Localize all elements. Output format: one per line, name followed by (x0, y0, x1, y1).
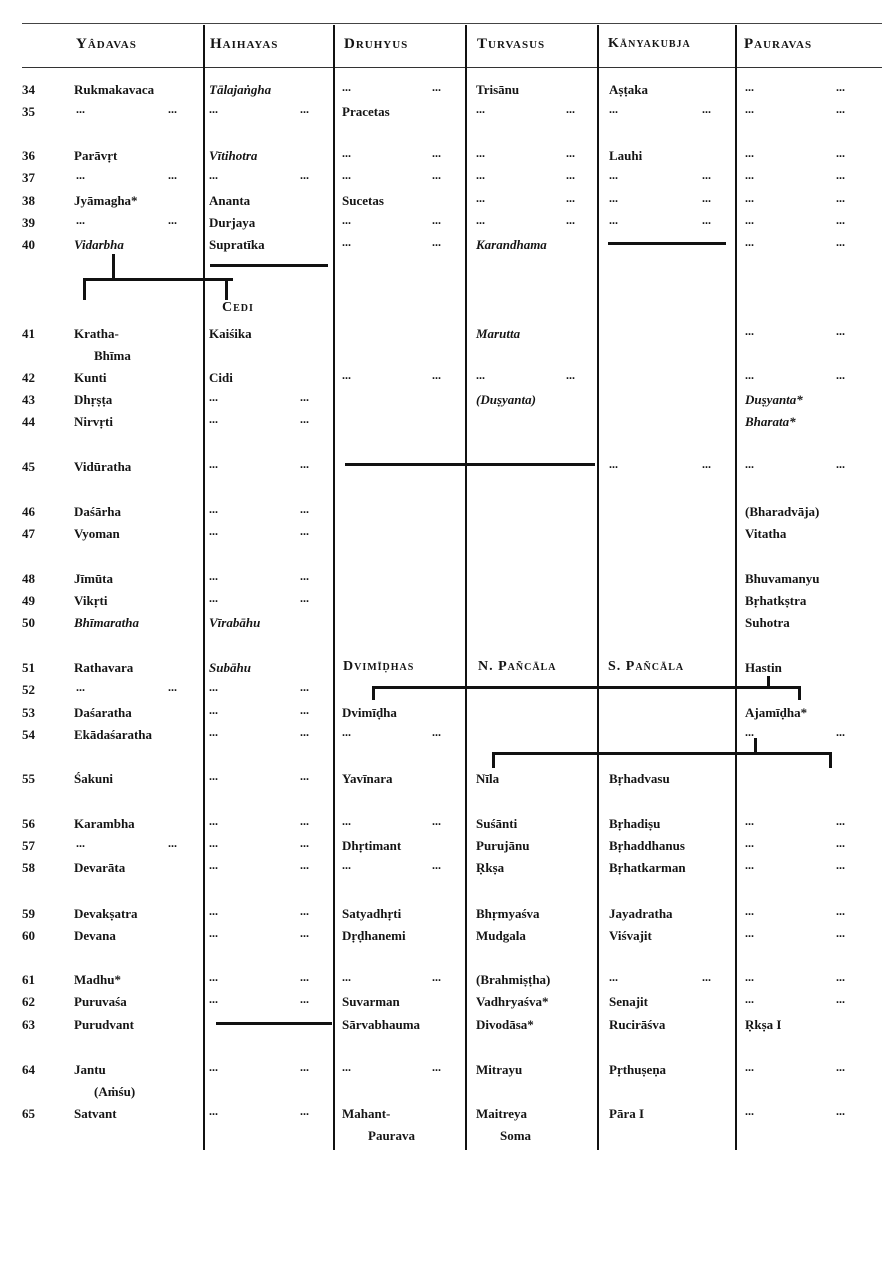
ellipsis-mark: ... (836, 1060, 845, 1074)
ellipsis-mark: ... (76, 836, 85, 850)
column-header-kanyakubja: Kānyakubja (608, 36, 691, 51)
ellipsis-mark: ... (566, 146, 575, 160)
name-cell: Jīmūta (74, 571, 113, 586)
ellipsis-mark: ... (209, 569, 218, 583)
ellipsis-mark: ... (209, 168, 218, 182)
ellipsis-mark: ... (745, 235, 754, 249)
name-cell: Marutta (476, 326, 521, 341)
name-cell: Hastin (745, 660, 782, 675)
ellipsis-mark: ... (609, 102, 618, 116)
ellipsis-mark: ... (745, 213, 754, 227)
ellipsis-mark: ... (209, 836, 218, 850)
vidarbha-left-tick (83, 278, 86, 300)
name-cell: Yavīnara (342, 771, 393, 786)
name-cell: Bhuvamanyu (745, 571, 820, 586)
row-number: 48 (22, 571, 35, 586)
ellipsis-mark: ... (168, 102, 177, 116)
name-cell: Devakṣatra (74, 906, 138, 921)
row-number: 42 (22, 370, 35, 385)
row-number: 37 (22, 170, 35, 185)
ellipsis-mark: ... (432, 235, 441, 249)
ellipsis-mark: ... (300, 703, 309, 717)
row-number: 53 (22, 705, 35, 720)
name-cell: Trisānu (476, 82, 520, 97)
ellipsis-mark: ... (300, 168, 309, 182)
row-number: 60 (22, 928, 35, 943)
hastin-stem (767, 676, 770, 688)
name-cell: Mahant- (342, 1106, 391, 1121)
name-cell-continuation: Bhīma (94, 348, 131, 363)
ellipsis-mark: ... (209, 390, 218, 404)
ellipsis-mark: ... (476, 213, 485, 227)
ellipsis-mark: ... (209, 680, 218, 694)
ellipsis-mark: ... (342, 970, 351, 984)
ellipsis-mark: ... (609, 168, 618, 182)
ellipsis-mark: ... (342, 725, 351, 739)
name-cell: Śakuni (74, 771, 114, 786)
subheader-dvimidhas: Dvimīḍhas (343, 659, 415, 674)
ellipsis-mark: ... (209, 769, 218, 783)
ellipsis-mark: ... (609, 213, 618, 227)
subheader-cedi: Cedi (222, 300, 254, 315)
row-number: 43 (22, 392, 35, 407)
ellipsis-mark: ... (342, 814, 351, 828)
row-number: 45 (22, 459, 35, 474)
name-cell: Senajit (609, 994, 648, 1009)
name-cell: Mudgala (476, 928, 526, 943)
ellipsis-mark: ... (432, 1060, 441, 1074)
pancala-bracket-lower (492, 752, 832, 755)
name-cell: Purujānu (476, 838, 530, 853)
name-cell-continuation: Soma (500, 1128, 532, 1143)
ellipsis-mark: ... (836, 992, 845, 1006)
name-cell: Madhu* (74, 972, 121, 987)
ellipsis-mark: ... (209, 926, 218, 940)
ellipsis-mark: ... (836, 235, 845, 249)
ellipsis-mark: ... (836, 368, 845, 382)
name-cell: Lauhi (609, 148, 643, 163)
ellipsis-mark: ... (836, 1104, 845, 1118)
ellipsis-mark: ... (300, 591, 309, 605)
ellipsis-mark: ... (702, 970, 711, 984)
ellipsis-mark: ... (745, 904, 754, 918)
name-cell: Bharata* (745, 414, 796, 429)
ellipsis-mark: ... (209, 904, 218, 918)
pancala-lower-right-tick (829, 752, 832, 768)
name-cell: Vadhryaśva* (476, 994, 549, 1009)
row-number: 55 (22, 771, 35, 786)
name-cell: Kratha- (74, 326, 119, 341)
ellipsis-mark: ... (432, 146, 441, 160)
ellipsis-mark: ... (432, 970, 441, 984)
name-cell: Daśaratha (74, 705, 132, 720)
ellipsis-mark: ... (836, 80, 845, 94)
row-number: 39 (22, 215, 35, 230)
ellipsis-mark: ... (300, 390, 309, 404)
kanyakubja-end-bar (608, 242, 726, 245)
ellipsis-mark: ... (745, 992, 754, 1006)
name-cell: Rukmakavaca (74, 82, 155, 97)
name-cell: Bhṛmyaśva (476, 906, 540, 921)
vidarbha-right-tick (225, 278, 228, 300)
ellipsis-mark: ... (476, 168, 485, 182)
name-cell: Parāvṛt (74, 148, 118, 163)
ellipsis-mark: ... (432, 80, 441, 94)
ellipsis-mark: ... (300, 102, 309, 116)
ellipsis-mark: ... (209, 992, 218, 1006)
pancala-upper-right-tick (798, 686, 801, 700)
row-number: 51 (22, 660, 35, 675)
ellipsis-mark: ... (432, 213, 441, 227)
name-cell: Dhṛṣṭa (74, 392, 113, 407)
name-cell: Mitrayu (476, 1062, 523, 1077)
ellipsis-mark: ... (566, 213, 575, 227)
name-cell: Viśvajit (609, 928, 652, 943)
ellipsis-mark: ... (300, 904, 309, 918)
ellipsis-mark: ... (342, 1060, 351, 1074)
name-cell: Ekādaśaratha (74, 727, 153, 742)
ellipsis-mark: ... (836, 213, 845, 227)
ellipsis-mark: ... (168, 213, 177, 227)
ellipsis-mark: ... (836, 457, 845, 471)
ellipsis-mark: ... (342, 213, 351, 227)
name-cell: Vidūratha (74, 459, 132, 474)
row-number: 58 (22, 860, 35, 875)
ellipsis-mark: ... (209, 1060, 218, 1074)
ellipsis-mark: ... (432, 858, 441, 872)
haihaya-end-bar (210, 264, 328, 267)
vidarbha-stem (112, 254, 115, 280)
ellipsis-mark: ... (209, 970, 218, 984)
druhyu-turvasu-end-bar (345, 463, 595, 466)
name-cell: Jantu (74, 1062, 106, 1077)
ellipsis-mark: ... (745, 858, 754, 872)
ellipsis-mark: ... (836, 926, 845, 940)
name-cell: Tālajaṅgha (209, 82, 272, 97)
haihaya-late-end-bar (216, 1022, 332, 1025)
ellipsis-mark: ... (745, 324, 754, 338)
name-cell: Dhṛtimant (342, 838, 402, 853)
ellipsis-mark: ... (609, 970, 618, 984)
column-header-turvasus: Turvasus (477, 36, 546, 52)
ellipsis-mark: ... (209, 457, 218, 471)
ellipsis-mark: ... (702, 457, 711, 471)
column-header-yadavas: Yâdavas (76, 36, 137, 52)
name-cell: Vīrabāhu (209, 615, 261, 630)
ellipsis-mark: ... (300, 412, 309, 426)
ellipsis-mark: ... (745, 814, 754, 828)
name-cell: Vītihotra (209, 148, 258, 163)
ellipsis-mark: ... (432, 368, 441, 382)
name-cell: Sucetas (342, 193, 384, 208)
row-number: 56 (22, 816, 35, 831)
name-cell-continuation: (Aṁśu) (94, 1084, 136, 1099)
name-cell: Vidarbha (74, 237, 124, 252)
ellipsis-mark: ... (209, 725, 218, 739)
name-cell: Nirvṛti (74, 414, 113, 429)
ellipsis-mark: ... (342, 80, 351, 94)
row-number: 38 (22, 193, 35, 208)
name-cell: Suhotra (745, 615, 790, 630)
ellipsis-mark: ... (566, 368, 575, 382)
ellipsis-mark: ... (745, 146, 754, 160)
ellipsis-mark: ... (300, 926, 309, 940)
ajamidha-stem (754, 738, 757, 754)
name-cell: Devarāta (74, 860, 126, 875)
column-header-pauravas: Pauravas (744, 36, 813, 52)
name-cell: Rathavara (74, 660, 134, 675)
column-divider-1 (203, 25, 205, 1150)
column-divider-5 (735, 25, 737, 1150)
row-number: 57 (22, 838, 35, 853)
ellipsis-mark: ... (836, 191, 845, 205)
ellipsis-mark: ... (432, 168, 441, 182)
ellipsis-mark: ... (745, 191, 754, 205)
ellipsis-mark: ... (209, 1104, 218, 1118)
ellipsis-mark: ... (300, 1104, 309, 1118)
name-cell: Daśārha (74, 504, 121, 519)
ellipsis-mark: ... (300, 992, 309, 1006)
row-number: 63 (22, 1017, 35, 1032)
name-cell: Karandhama (476, 237, 547, 252)
name-cell: Bṛhadiṣu (609, 816, 661, 831)
vidarbha-bracket (83, 278, 233, 281)
ellipsis-mark: ... (702, 213, 711, 227)
name-cell: Jayadratha (609, 906, 673, 921)
name-cell: Bṛhadvasu (609, 771, 670, 786)
ellipsis-mark: ... (300, 502, 309, 516)
ellipsis-mark: ... (209, 524, 218, 538)
name-cell: Nīla (476, 771, 500, 786)
ellipsis-mark: ... (342, 368, 351, 382)
row-number: 44 (22, 414, 35, 429)
name-cell: Satvant (74, 1106, 117, 1121)
name-cell: Puruvaśa (74, 994, 127, 1009)
column-divider-3 (465, 25, 467, 1150)
ellipsis-mark: ... (300, 814, 309, 828)
ellipsis-mark: ... (745, 926, 754, 940)
ellipsis-mark: ... (745, 1060, 754, 1074)
name-cell: (Bharadvāja) (745, 504, 820, 519)
ellipsis-mark: ... (476, 191, 485, 205)
ellipsis-mark: ... (300, 725, 309, 739)
name-cell: Purudvant (74, 1017, 134, 1032)
row-number: 52 (22, 682, 35, 697)
ellipsis-mark: ... (168, 168, 177, 182)
name-cell: Suśānti (476, 816, 518, 831)
name-cell: Kaiśika (209, 326, 252, 341)
ellipsis-mark: ... (836, 836, 845, 850)
ellipsis-mark: ... (476, 102, 485, 116)
name-cell: Rucirāśva (609, 1017, 666, 1032)
ellipsis-mark: ... (566, 191, 575, 205)
row-number: 34 (22, 82, 35, 97)
name-cell: Bṛhatkṣtra (745, 593, 807, 608)
name-cell: Karambha (74, 816, 135, 831)
ellipsis-mark: ... (432, 814, 441, 828)
row-number: 65 (22, 1106, 35, 1121)
header-top-rule (22, 23, 882, 24)
ellipsis-mark: ... (702, 191, 711, 205)
name-cell: Kunti (74, 370, 107, 385)
ellipsis-mark: ... (836, 814, 845, 828)
row-number: 54 (22, 727, 35, 742)
name-cell: Ṛkṣa (476, 860, 505, 875)
ellipsis-mark: ... (76, 213, 85, 227)
name-cell: Pṛthuṣeṇa (609, 1062, 667, 1077)
ellipsis-mark: ... (209, 814, 218, 828)
ellipsis-mark: ... (745, 725, 754, 739)
name-cell: Vikṛti (74, 593, 108, 608)
name-cell: Vitatha (745, 526, 787, 541)
name-cell: Subāhu (209, 660, 251, 675)
ellipsis-mark: ... (168, 680, 177, 694)
name-cell: Ajamīḍha* (745, 705, 808, 720)
ellipsis-mark: ... (836, 858, 845, 872)
name-cell: (Duṣyanta) (476, 392, 536, 407)
column-header-haihayas: Haihayas (210, 36, 279, 52)
ellipsis-mark: ... (476, 368, 485, 382)
row-number: 50 (22, 615, 35, 630)
ellipsis-mark: ... (702, 102, 711, 116)
name-cell: Ananta (209, 193, 251, 208)
ellipsis-mark: ... (209, 102, 218, 116)
ellipsis-mark: ... (209, 502, 218, 516)
ellipsis-mark: ... (300, 569, 309, 583)
ellipsis-mark: ... (76, 168, 85, 182)
ellipsis-mark: ... (476, 146, 485, 160)
row-number: 59 (22, 906, 35, 921)
row-number: 35 (22, 104, 35, 119)
row-number: 61 (22, 972, 35, 987)
ellipsis-mark: ... (209, 412, 218, 426)
pancala-lower-left-tick (492, 752, 495, 768)
ellipsis-mark: ... (76, 102, 85, 116)
ellipsis-mark: ... (836, 970, 845, 984)
row-number: 47 (22, 526, 35, 541)
name-cell: Vyoman (74, 526, 120, 541)
name-cell: Aṣṭaka (609, 82, 649, 97)
ellipsis-mark: ... (300, 769, 309, 783)
ellipsis-mark: ... (432, 725, 441, 739)
ellipsis-mark: ... (566, 102, 575, 116)
ellipsis-mark: ... (836, 102, 845, 116)
ellipsis-mark: ... (745, 102, 754, 116)
ellipsis-mark: ... (342, 858, 351, 872)
name-cell: (Brahmiṣṭha) (476, 972, 551, 987)
ellipsis-mark: ... (836, 725, 845, 739)
name-cell: Bhīmaratha (74, 615, 140, 630)
name-cell: Pracetas (342, 104, 390, 119)
name-cell: Bṛhaddhanus (609, 838, 685, 853)
ellipsis-mark: ... (836, 168, 845, 182)
ellipsis-mark: ... (300, 1060, 309, 1074)
subheader-s-pancala: S. Pañcāla (608, 659, 685, 674)
name-cell: Duṣyanta* (745, 392, 803, 407)
ellipsis-mark: ... (745, 836, 754, 850)
ellipsis-mark: ... (609, 457, 618, 471)
ellipsis-mark: ... (836, 904, 845, 918)
ellipsis-mark: ... (209, 591, 218, 605)
ellipsis-mark: ... (342, 146, 351, 160)
ellipsis-mark: ... (609, 191, 618, 205)
name-cell: Bṛhatkarman (609, 860, 686, 875)
ellipsis-mark: ... (566, 168, 575, 182)
row-number: 36 (22, 148, 35, 163)
ellipsis-mark: ... (745, 1104, 754, 1118)
name-cell: Ṛkṣa I (745, 1017, 782, 1032)
row-number: 64 (22, 1062, 35, 1077)
ellipsis-mark: ... (702, 168, 711, 182)
name-cell: Dṛḍhanemi (342, 928, 406, 943)
name-cell: Maitreya (476, 1106, 528, 1121)
header-bottom-rule (22, 67, 882, 68)
column-divider-2 (333, 25, 335, 1150)
ellipsis-mark: ... (209, 703, 218, 717)
ellipsis-mark: ... (745, 80, 754, 94)
ellipsis-mark: ... (300, 680, 309, 694)
ellipsis-mark: ... (745, 368, 754, 382)
column-divider-4 (597, 25, 599, 1150)
row-number: 40 (22, 237, 35, 252)
ellipsis-mark: ... (300, 457, 309, 471)
ellipsis-mark: ... (300, 970, 309, 984)
subheader-n-pancala: N. Pañcāla (478, 659, 557, 674)
name-cell: Satyadhṛti (342, 906, 402, 921)
row-number: 46 (22, 504, 35, 519)
ellipsis-mark: ... (300, 858, 309, 872)
name-cell: Devana (74, 928, 116, 943)
ellipsis-mark: ... (209, 858, 218, 872)
ellipsis-mark: ... (300, 836, 309, 850)
name-cell: Sārvabhauma (342, 1017, 421, 1032)
name-cell: Supratīka (209, 237, 265, 252)
name-cell: Divodāsa* (476, 1017, 534, 1032)
ellipsis-mark: ... (342, 235, 351, 249)
pancala-upper-left-tick (372, 686, 375, 700)
row-number: 62 (22, 994, 35, 1009)
ellipsis-mark: ... (836, 146, 845, 160)
ellipsis-mark: ... (168, 836, 177, 850)
ellipsis-mark: ... (836, 324, 845, 338)
name-cell: Cidi (209, 370, 233, 385)
name-cell: Durjaya (209, 215, 256, 230)
ellipsis-mark: ... (745, 457, 754, 471)
ellipsis-mark: ... (76, 680, 85, 694)
name-cell: Dvimīḍha (342, 705, 397, 720)
name-cell: Suvarman (342, 994, 400, 1009)
row-number: 49 (22, 593, 35, 608)
name-cell: Pāra I (609, 1106, 645, 1121)
row-number: 41 (22, 326, 35, 341)
name-cell-continuation: Paurava (368, 1128, 415, 1143)
column-header-druhyus: Druhyus (344, 36, 409, 52)
ellipsis-mark: ... (342, 168, 351, 182)
pancala-bracket-upper (372, 686, 800, 689)
ellipsis-mark: ... (745, 168, 754, 182)
ellipsis-mark: ... (300, 524, 309, 538)
name-cell: Jyāmagha* (74, 193, 138, 208)
ellipsis-mark: ... (745, 970, 754, 984)
